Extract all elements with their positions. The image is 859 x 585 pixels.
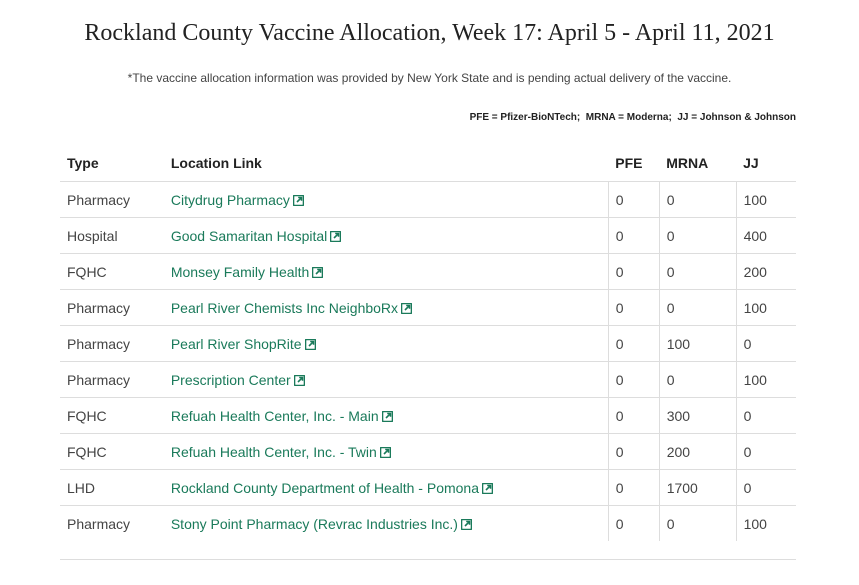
column-header-pfe: PFE <box>608 145 659 182</box>
table-row <box>60 362 796 398</box>
location-link[interactable] <box>171 264 324 280</box>
cell-type: FQHC <box>60 254 164 290</box>
cell-mrna: 0 <box>659 362 736 398</box>
cell-mrna: 0 <box>659 506 736 542</box>
cell-location <box>164 506 608 542</box>
location-link-label: Good Samaritan Hospital <box>170 227 328 244</box>
external-link-icon <box>293 195 304 206</box>
cell-type: Pharmacy <box>60 362 164 398</box>
column-header-location: Location Link <box>164 145 608 182</box>
cell-mrna: 0 <box>659 218 736 254</box>
location-link[interactable] <box>171 444 391 460</box>
cell-pfe: 0 <box>608 254 659 290</box>
cell-pfe: 0 <box>608 434 659 470</box>
cell-pfe: 0 <box>608 362 659 398</box>
table-row <box>60 506 796 542</box>
table-row <box>60 254 796 290</box>
cell-type: Pharmacy <box>60 290 164 326</box>
location-link[interactable] <box>171 300 412 316</box>
cell-jj: 100 <box>736 506 796 542</box>
cell-mrna: 300 <box>659 398 736 434</box>
disclaimer-note: *The vaccine allocation information was provided by New York State and is pending actual delivery of the vaccine. <box>127 71 732 85</box>
table-bottom-divider <box>60 559 796 560</box>
cell-location <box>164 254 608 290</box>
cell-jj: 0 <box>736 398 796 434</box>
cell-type: Pharmacy <box>67 515 131 532</box>
external-link-icon <box>330 231 341 242</box>
location-link-label: Rockland County Department of Health - Pomona <box>170 479 480 496</box>
cell-location <box>164 434 608 470</box>
location-link-label: Refuah Health Center, Inc. - Main <box>170 407 379 424</box>
location-link-label: Pearl River Chemists Inc NeighboRx <box>170 299 399 316</box>
location-link-label: Refuah Health Center, Inc. - Twin <box>170 443 377 460</box>
location-link[interactable] <box>171 408 393 424</box>
table-row <box>60 398 796 434</box>
cell-pfe: 0 <box>608 218 659 254</box>
location-link[interactable] <box>171 480 493 496</box>
cell-pfe: 0 <box>608 182 659 218</box>
external-link-icon <box>461 519 472 530</box>
cell-location <box>164 218 608 254</box>
location-link-label: Stony Point Pharmacy (Revrac Industries Inc.) <box>170 515 458 532</box>
cell-mrna: 1700 <box>659 470 736 506</box>
column-header-mrna: MRNA <box>659 145 736 182</box>
external-link-icon <box>380 447 391 458</box>
location-link[interactable] <box>171 192 304 208</box>
vaccine-legend: PFE = Pfizer-BioNTech; MRNA = Moderna; JJ = Johnson & Johnson <box>469 112 796 123</box>
cell-jj: 0 <box>736 326 796 362</box>
cell-location <box>164 362 608 398</box>
location-link-label: Monsey Family Health <box>170 263 310 280</box>
location-link-label: Prescription Center <box>170 371 291 388</box>
cell-jj: 100 <box>736 290 796 326</box>
cell-location <box>164 398 608 434</box>
cell-location <box>164 470 608 506</box>
table-row <box>60 218 796 254</box>
cell-pfe: 0 <box>608 506 659 542</box>
external-link-icon <box>382 411 393 422</box>
cell-pfe: 0 <box>608 470 659 506</box>
cell-type: FQHC <box>60 398 164 434</box>
external-link-icon <box>401 303 412 314</box>
column-header-type: Type <box>60 145 164 182</box>
table-header-row <box>60 145 796 182</box>
table-row <box>60 470 796 506</box>
cell-jj: 0 <box>736 434 796 470</box>
cell-pfe: 0 <box>608 326 659 362</box>
cell-jj: 100 <box>736 362 796 398</box>
cell-type: Hospital <box>60 218 164 254</box>
location-link[interactable] <box>171 516 472 532</box>
cell-location <box>164 326 608 362</box>
location-link[interactable] <box>171 228 341 244</box>
external-link-icon <box>305 339 316 350</box>
page-title: Rockland County Vaccine Allocation, Week 17: April 5 - April 11, 2021 <box>84 20 775 46</box>
external-link-icon <box>482 483 493 494</box>
table-row <box>60 290 796 326</box>
location-link[interactable] <box>171 372 305 388</box>
cell-jj: 0 <box>736 470 796 506</box>
cell-jj: 200 <box>736 254 796 290</box>
allocation-table <box>60 145 796 541</box>
cell-pfe: 0 <box>608 290 659 326</box>
cell-mrna: 0 <box>659 182 736 218</box>
location-link[interactable] <box>171 336 316 352</box>
external-link-icon <box>312 267 323 278</box>
cell-mrna: 200 <box>659 434 736 470</box>
cell-jj: 100 <box>736 182 796 218</box>
cell-jj: 400 <box>736 218 796 254</box>
table-row <box>60 434 796 470</box>
cell-type: LHD <box>60 470 164 506</box>
table-body <box>60 182 796 542</box>
cell-mrna: 0 <box>659 254 736 290</box>
location-link-label: Pearl River ShopRite <box>170 335 302 352</box>
column-header-jj: JJ <box>736 145 796 182</box>
external-link-icon <box>294 375 305 386</box>
table-row <box>60 182 796 218</box>
cell-pfe: 0 <box>608 398 659 434</box>
cell-mrna: 100 <box>659 326 736 362</box>
cell-location <box>164 290 608 326</box>
cell-mrna: 0 <box>659 290 736 326</box>
location-link-label: Citydrug Pharmacy <box>170 191 290 208</box>
cell-location <box>164 182 608 218</box>
cell-type: Pharmacy <box>60 326 164 362</box>
table-row <box>60 326 796 362</box>
cell-type: FQHC <box>60 434 164 470</box>
cell-type: Pharmacy <box>60 182 164 218</box>
